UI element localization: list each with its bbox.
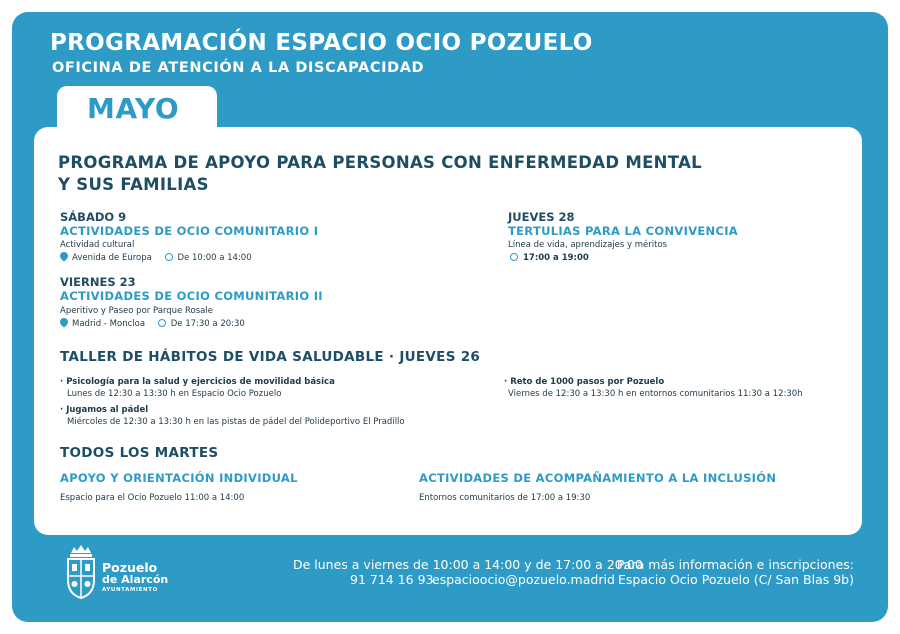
program-card — [34, 127, 862, 535]
event-meta — [60, 318, 245, 329]
clock-icon — [158, 319, 166, 327]
logo-line1: Pozuelo — [102, 560, 158, 575]
martes-left-name: APOYO Y ORIENTACIÓN INDIVIDUAL — [60, 471, 298, 485]
martes-title: TODOS LOS MARTES — [60, 445, 219, 461]
location-pin-icon — [58, 250, 69, 261]
event-meta — [60, 252, 252, 263]
location-pin-icon — [58, 316, 69, 327]
event-time: De 17:30 a 20:30 — [170, 319, 245, 329]
program-title-line2: Y SUS FAMILIAS — [58, 175, 209, 194]
coat-of-arms-icon — [64, 544, 98, 600]
event-meta — [510, 253, 589, 263]
footer-phone: 91 714 16 93 — [350, 572, 434, 587]
page-title: PROGRAMACIÓN ESPACIO OCIO POZUELO — [50, 30, 593, 56]
martes-right-detail: Entornos comunitarios de 17:00 a 19:30 — [419, 493, 591, 503]
taller-item-detail: Lunes de 12:30 a 13:30 h en Espacio Ocio Pozuelo — [67, 389, 282, 399]
martes-left-detail: Espacio para el Ocio Pozuelo 11:00 a 14:00 — [60, 493, 245, 503]
page-subtitle: OFICINA DE ATENCIÓN A LA DISCAPACIDAD — [52, 60, 425, 76]
taller-item-detail: Viernes de 12:30 a 13:30 h en entornos comunitarios 11:30 a 12:30h — [508, 389, 803, 399]
event-day: VIERNES 23 — [60, 275, 136, 289]
taller-item-name: · Reto de 1000 pasos por Pozuelo — [504, 377, 665, 387]
martes-right-name: ACTIVIDADES DE ACOMPAÑAMIENTO A LA INCLUSIÓN — [419, 471, 777, 485]
logo-line3: AYUNTAMIENTO — [102, 587, 158, 593]
event-desc: Línea de vida, aprendizajes y méritos — [508, 240, 668, 250]
logo-line2: de Alarcón — [102, 573, 169, 586]
event-time: De 10:00 a 14:00 — [177, 253, 252, 263]
event-desc: Actividad cultural — [60, 240, 135, 250]
month-label: MAYO — [87, 92, 180, 125]
taller-item-detail: Miércoles de 12:30 a 13:30 h en las pistas de pádel del Polideportivo El Pradillo — [67, 417, 405, 427]
footer-info-line1: Para más información e inscripciones: — [616, 557, 854, 572]
event-location: Madrid - Moncloa — [72, 319, 146, 329]
footer-info-line2: Espacio Ocio Pozuelo (C/ San Blas 9b) — [617, 572, 854, 587]
taller-title: TALLER DE HÁBITOS DE VIDA SALUDABLE · JUEVES 26 — [60, 349, 481, 365]
event-location: Avenida de Europa — [72, 253, 152, 263]
event-day: JUEVES 28 — [508, 210, 575, 224]
taller-item-name: · Jugamos al pádel — [60, 405, 149, 415]
event-time: 17:00 a 19:00 — [523, 253, 589, 263]
footer-email[interactable]: espacioocio@pozuelo.madrid — [432, 572, 615, 587]
clock-icon — [510, 253, 518, 261]
taller-item-name: · Psicología para la salud y ejercicios de movilidad básica — [60, 377, 335, 387]
event-name: ACTIVIDADES DE OCIO COMUNITARIO I — [60, 224, 319, 238]
clock-icon — [165, 253, 173, 261]
footer-hours: De lunes a viernes de 10:00 a 14:00 y de 17:00 a 20:00 — [293, 557, 643, 572]
program-title-line1: PROGRAMA DE APOYO PARA PERSONAS CON ENFERMEDAD MENTAL — [58, 153, 702, 172]
event-name: ACTIVIDADES DE OCIO COMUNITARIO II — [60, 289, 323, 303]
event-desc: Aperitivo y Paseo por Parque Rosale — [60, 306, 213, 316]
event-name: TERTULIAS PARA LA CONVIVENCIA — [508, 224, 738, 238]
event-day: SÁBADO 9 — [60, 210, 127, 224]
